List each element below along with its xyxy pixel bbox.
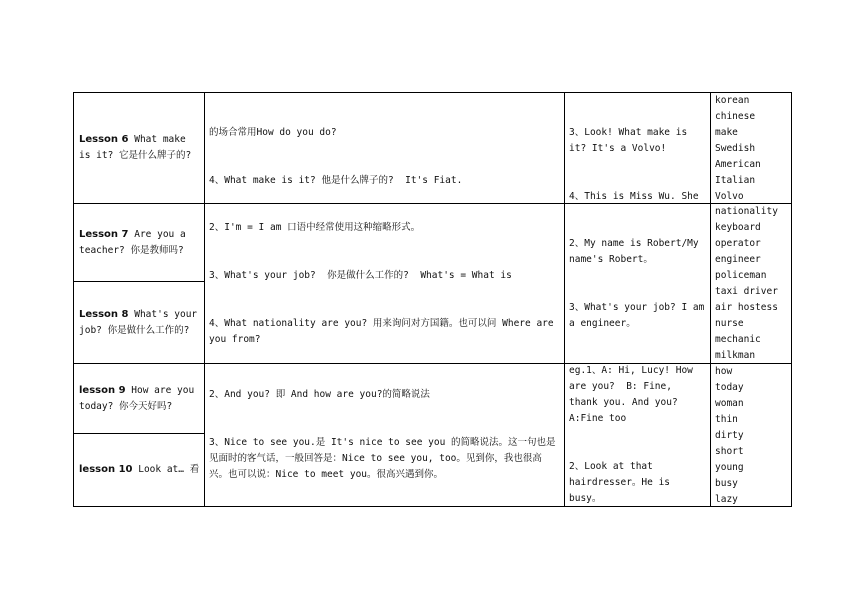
note-line: 2、I'm = I am 口语中经常使用这种缩略形式。 — [209, 221, 421, 233]
lesson-title: lesson 9 How are you today? 你今天好吗? — [79, 384, 195, 412]
vocabulary-cell — [711, 364, 791, 506]
example-line: 3、Look! What make is it? It's a Volvo! — [569, 127, 693, 154]
lesson-cell — [74, 204, 204, 281]
vocab-word: nurse — [715, 318, 744, 329]
notes-cell — [205, 93, 564, 203]
examples-cell — [565, 364, 710, 506]
examples-cell — [565, 93, 710, 203]
note-line: 4、What make is it? 他是什么牌子的? It's Fiat. — [209, 175, 463, 186]
vocab-word: chinese — [715, 111, 756, 122]
lesson-title: Lesson 6 What make is it? 它是什么牌子的? — [79, 134, 192, 161]
note-line: 3、Nice to see you.是 It's nice to see you 的简略说法。这一句也是见面时的客气话，一般回答是：Nice to see you, too。见到你，我也很高兴。也可以说：Nice to meet you。很高兴遇到你。 — [209, 437, 556, 480]
vocab-word: thin — [715, 414, 738, 425]
note-line: 3、What's your job? 你是做什么工作的? What's = What is — [209, 269, 512, 281]
example-line: 2、My name is Robert/My name's Robert。 — [569, 237, 705, 265]
vocab-word: engineer — [715, 254, 761, 265]
vocab-word: American — [715, 159, 761, 170]
table-border-right — [791, 92, 792, 507]
vocab-word: how — [715, 366, 733, 377]
lesson-title: Lesson 8 What's your job? 你是做什么工作的? — [79, 308, 198, 336]
lesson-cell — [74, 93, 204, 203]
vocab-word: make — [715, 127, 738, 138]
vocab-word: air hostess — [715, 302, 778, 313]
note-line: 2、And you? 即 And how are you?的简略说法 — [209, 389, 430, 400]
table-border-bottom — [73, 506, 792, 507]
example-line: eg.1、A: Hi, Lucy! How are you? B: Fine, thank you. And you? A:Fine too — [569, 365, 699, 424]
vocab-word: Volvo — [715, 191, 744, 202]
vocab-word: nationality — [715, 206, 778, 217]
vocab-word: Swedish — [715, 143, 756, 154]
vocab-word: mechanic — [715, 334, 761, 345]
example-line: 3、What's your job? I am a engineer。 — [569, 301, 710, 329]
vocab-word: lazy — [715, 494, 738, 505]
lesson-cell — [74, 434, 204, 506]
examples-cell — [565, 204, 710, 363]
example-line: 2、Look at that hairdresser。He is busy。 — [569, 461, 676, 504]
lesson-table — [73, 92, 792, 507]
vocab-word: Italian — [715, 175, 756, 186]
vocabulary-cell — [711, 93, 791, 203]
lesson-cell — [74, 282, 204, 363]
vocab-word: young — [715, 462, 744, 473]
vocab-word: keyboard — [715, 222, 761, 233]
example-line: 4、This is Miss Wu. She — [569, 191, 699, 202]
vocab-word: korean — [715, 95, 750, 106]
note-line: 4、What nationality are you? 用来询问对方国籍。也可以问 Where are you from? — [209, 317, 560, 345]
vocab-word: busy — [715, 478, 738, 489]
vocab-word: policeman — [715, 270, 767, 281]
lesson-cell — [74, 364, 204, 433]
lesson-title: Lesson 7 Are you a teacher? 你是教师吗? — [79, 228, 186, 256]
note-line: 的场合常用How do you do? — [209, 127, 337, 138]
vocab-word: milkman — [715, 350, 756, 361]
vocab-word: operator — [715, 238, 761, 249]
vocab-word: taxi driver — [715, 286, 778, 297]
lesson-title: lesson 10 Look at… 看 — [79, 464, 200, 475]
notes-cell — [205, 364, 564, 506]
vocab-word: short — [715, 446, 744, 457]
notes-cell — [205, 204, 564, 363]
vocabulary-cell — [711, 204, 791, 363]
vocab-word: today — [715, 382, 744, 393]
vocab-word: woman — [715, 398, 744, 409]
vocab-word: dirty — [715, 430, 744, 441]
